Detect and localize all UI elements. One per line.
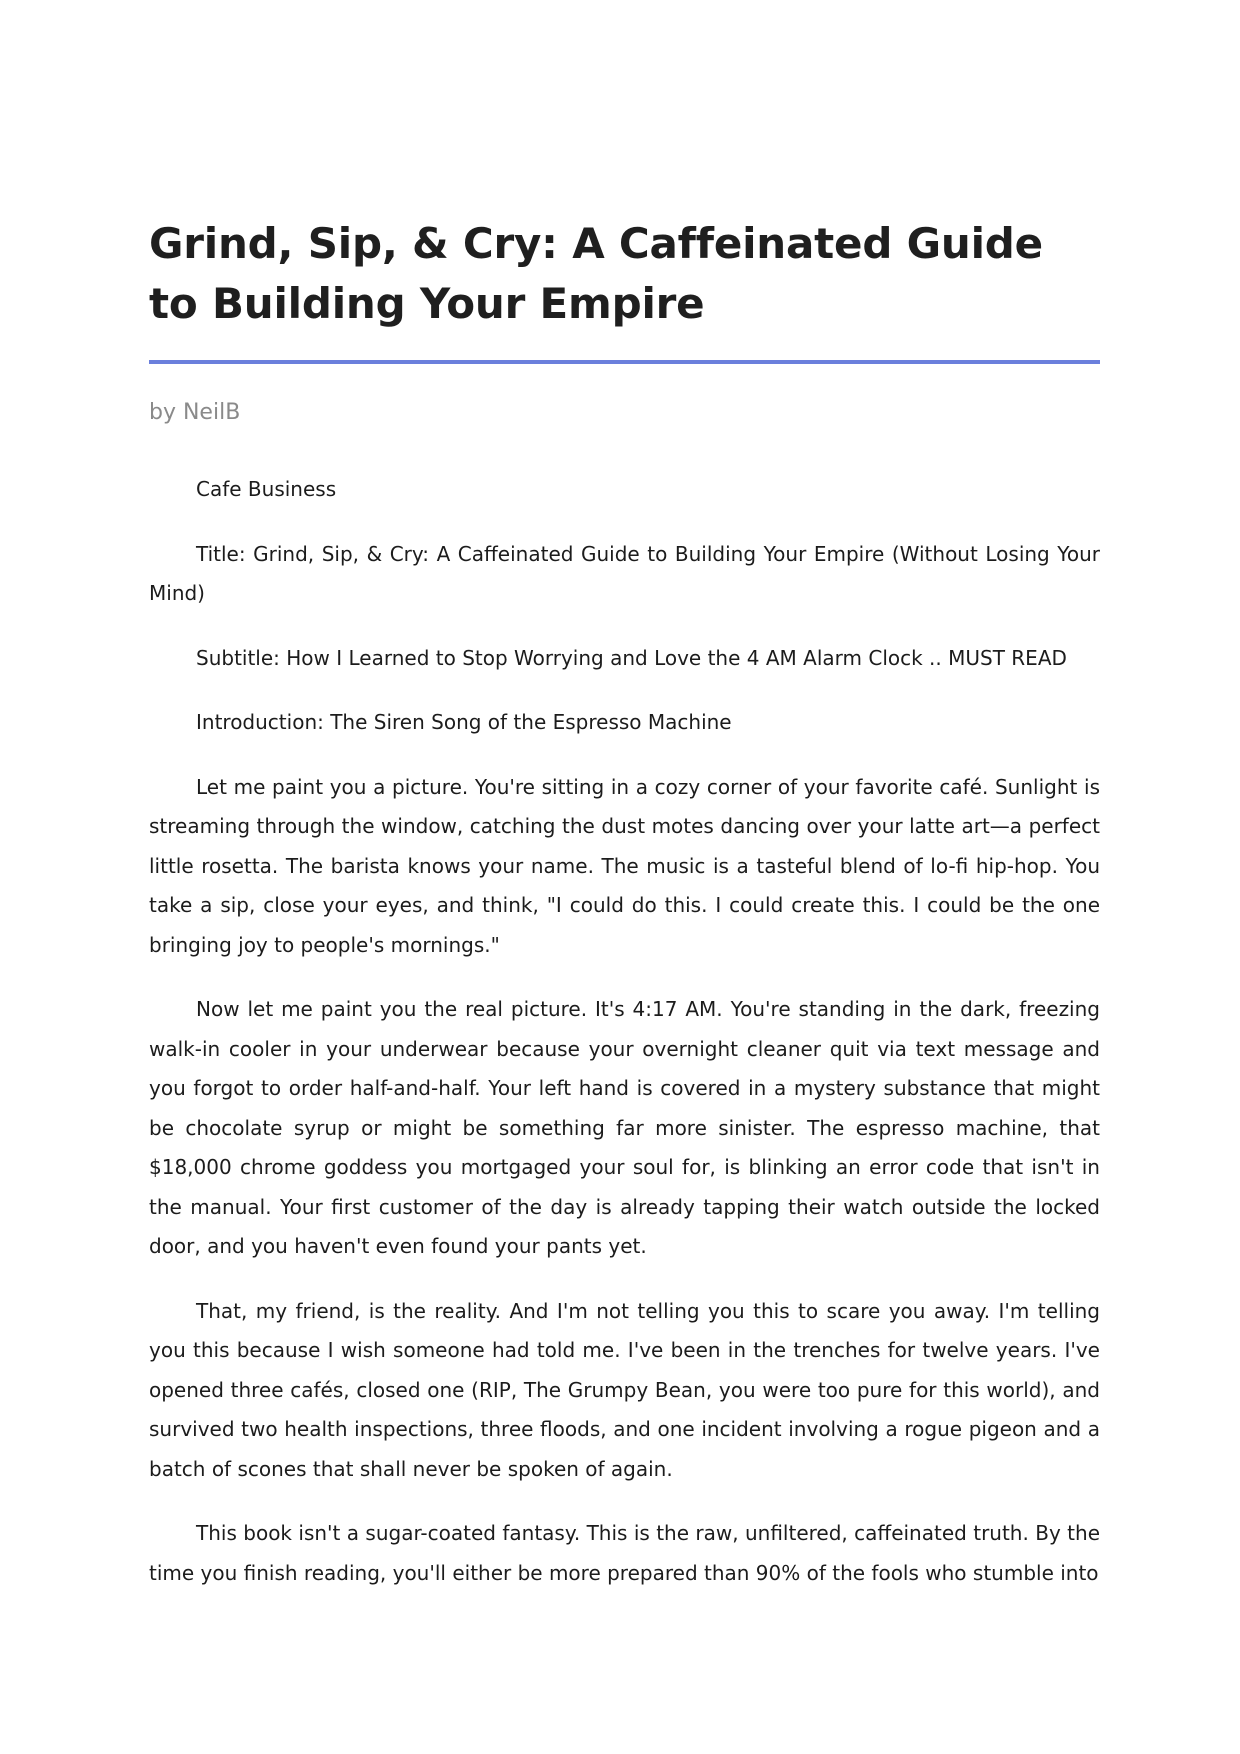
- document-title: Grind, Sip, & Cry: A Caffeinated Guide to Building Your Empire: [149, 219, 1043, 328]
- paragraph-category: Cafe Business: [196, 477, 337, 501]
- paragraph-full-title: Title: Grind, Sip, & Cry: A Caffeinated Guide to Building Your Empire (Without Losing Your Mind): [149, 541, 1100, 605]
- paragraph-body: Now let me paint you the real picture. It's 4:17 AM. You're standing in the dark, freezing walk-in cooler in your underwear because your overnight cleaner quit via text message and you forgot to order half-and-half. Your left hand is covered in a mystery substance that might be chocolate syrup or might be something far more sinister. The espresso machine, that $18,000 chrome goddess you mortgaged your soul for, is blinking an error code that isn't in the manual. Your first customer of the day is already tapping their watch outside the locked door, and you haven't even found your pants yet.: [149, 997, 1100, 1258]
- author-byline: by NeilB: [149, 400, 241, 425]
- paragraph-body: This book isn't a sugar-coated fantasy. This is the raw, unfiltered, caffeinated truth. By the time you finish reading, you'll either be more prepared than 90% of the fools who stumble into: [149, 1521, 1100, 1585]
- paragraph-subtitle: Subtitle: How I Learned to Stop Worrying and Love the 4 AM Alarm Clock .. MUST READ: [196, 645, 1067, 670]
- document-page: [149, 214, 1100, 1618]
- paragraph-body: Let me paint you a picture. You're sitting in a cozy corner of your favorite café. Sunlight is streaming through the window, catching the dust motes dancing over your latte art—a perfect little rosetta. The barista knows your name. The music is a tasteful blend of lo-fi hip-hop. You take a sip, close your eyes, and think, "I could do this. I could create this. I could be the one bringing joy to people's mornings.": [149, 774, 1100, 957]
- paragraph-body: That, my friend, is the reality. And I'm not telling you this to scare you away. I'm telling you this because I wish someone had told me. I've been in the trenches for twelve years. I've opened three cafés, closed one (RIP, The Grumpy Bean, you were too pure for this world), and survived two health inspections, three floods, and one incident involving a rogue pigeon and a batch of scones that shall never be spoken of again.: [149, 1298, 1100, 1481]
- title-divider: [149, 360, 1100, 364]
- paragraph-introduction-heading: Introduction: The Siren Song of the Espresso Machine: [196, 710, 732, 734]
- document-body: [149, 470, 1100, 1593]
